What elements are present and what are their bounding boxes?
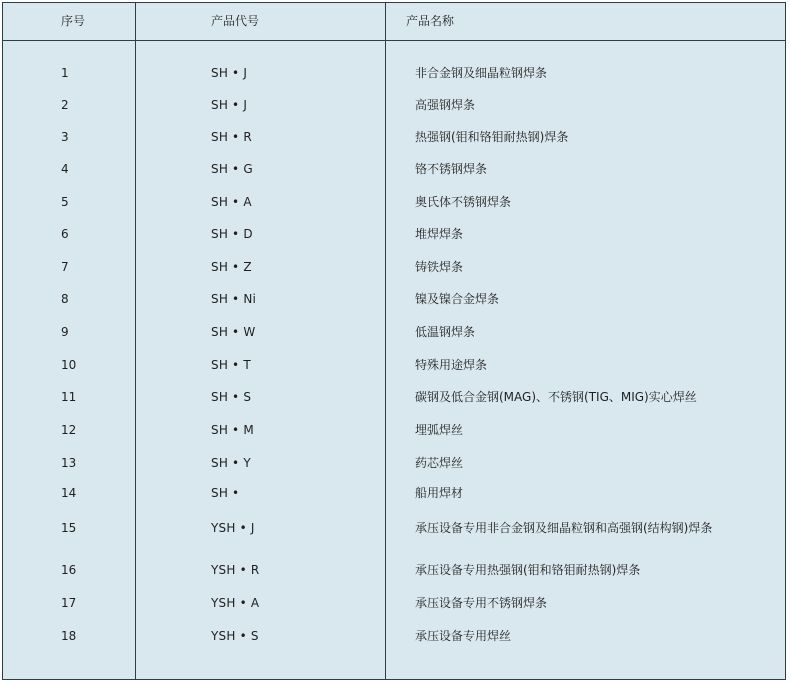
row-name: 铸铁焊条 xyxy=(415,260,464,274)
table-header xyxy=(3,3,785,41)
header-name: 产品名称 xyxy=(406,14,455,28)
row-name: 承压设备专用焊丝 xyxy=(415,629,512,643)
row-code: SH • Ni xyxy=(211,292,257,306)
row-index: 2 xyxy=(61,98,69,112)
row-name: 承压设备专用不锈钢焊条 xyxy=(415,596,548,610)
row-index: 10 xyxy=(61,358,77,372)
row-index: 15 xyxy=(61,521,77,535)
row-code: YSH • J xyxy=(211,521,255,535)
row-name: 船用焊材 xyxy=(415,486,464,500)
row-code: SH • xyxy=(211,486,240,500)
column-divider xyxy=(135,3,136,679)
header-index: 序号 xyxy=(61,14,86,28)
row-code: SH • M xyxy=(211,423,254,437)
column-divider xyxy=(385,3,386,679)
row-index: 13 xyxy=(61,456,77,470)
row-code: YSH • R xyxy=(211,563,260,577)
row-name: 铬不锈钢焊条 xyxy=(415,162,488,176)
row-code: SH • Z xyxy=(211,260,252,274)
row-name: 承压设备专用热强钢(钼和铬钼耐热钢)焊条 xyxy=(415,563,641,577)
row-index: 11 xyxy=(61,390,77,404)
row-code: SH • W xyxy=(211,325,256,339)
header-code: 产品代号 xyxy=(211,14,260,28)
row-name: 堆焊焊条 xyxy=(415,227,464,241)
row-code: YSH • A xyxy=(211,596,260,610)
row-name: 埋弧焊丝 xyxy=(415,423,464,437)
row-index: 17 xyxy=(61,596,77,610)
row-code: SH • S xyxy=(211,390,252,404)
row-name: 非合金钢及细晶粒钢焊条 xyxy=(415,66,548,80)
row-name: 热强钢(钼和铬钼耐热钢)焊条 xyxy=(415,130,569,144)
row-code: SH • Y xyxy=(211,456,251,470)
row-code: YSH • S xyxy=(211,629,259,643)
row-index: 9 xyxy=(61,325,69,339)
row-index: 5 xyxy=(61,195,69,209)
row-index: 6 xyxy=(61,227,69,241)
row-name: 特殊用途焊条 xyxy=(415,358,488,372)
row-index: 8 xyxy=(61,292,69,306)
product-table xyxy=(2,2,786,680)
row-code: SH • J xyxy=(211,98,248,112)
row-index: 14 xyxy=(61,486,77,500)
row-index: 1 xyxy=(61,66,69,80)
row-name: 药芯焊丝 xyxy=(415,456,464,470)
row-code: SH • R xyxy=(211,130,252,144)
row-name: 高强钢焊条 xyxy=(415,98,476,112)
row-code: SH • T xyxy=(211,358,251,372)
row-code: SH • J xyxy=(211,66,248,80)
row-index: 12 xyxy=(61,423,77,437)
row-index: 3 xyxy=(61,130,69,144)
row-index: 18 xyxy=(61,629,77,643)
row-name: 承压设备专用非合金钢及细晶粒钢和高强钢(结构钢)焊条 xyxy=(415,521,713,535)
row-code: SH • D xyxy=(211,227,253,241)
row-code: SH • A xyxy=(211,195,252,209)
row-code: SH • G xyxy=(211,162,253,176)
row-name: 碳钢及低合金钢(MAG)、不锈钢(TIG、MIG)实心焊丝 xyxy=(415,390,697,404)
row-name: 奥氏体不锈钢焊条 xyxy=(415,195,512,209)
row-name: 镍及镍合金焊条 xyxy=(415,292,500,306)
row-index: 16 xyxy=(61,563,77,577)
row-name: 低温钢焊条 xyxy=(415,325,476,339)
row-index: 7 xyxy=(61,260,69,274)
row-index: 4 xyxy=(61,162,69,176)
